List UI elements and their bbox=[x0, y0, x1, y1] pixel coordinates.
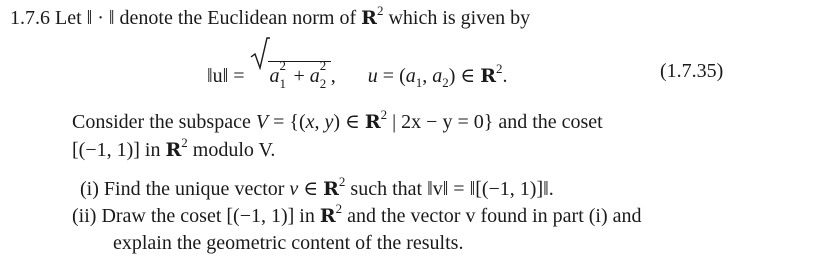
subspace-definition-line: Consider the subspace V = {(x, y) ∈ $R^2$ | 2x − y = 0} and the coset bbox=[72, 107, 603, 133]
part-ii-line-2: explain the geometric content of the results. bbox=[113, 232, 464, 254]
coset-line: [(−1, 1)] in $R^2$ modulo V. bbox=[72, 135, 276, 161]
real-plane-symbol: $R^2$ bbox=[361, 3, 384, 29]
radical-sign-icon bbox=[250, 36, 270, 70]
problem-intro-end: which is given by bbox=[388, 7, 531, 29]
part-ii-rest: and the vector v found in part (i) and bbox=[347, 205, 642, 227]
part-i-label: (i) bbox=[80, 178, 99, 200]
part-i: (i) Find the unique vector v ∈ $R^2$ such that ‖v‖ = ‖[(−1, 1)]‖. bbox=[80, 174, 554, 200]
equation-tag: (1.7.35) bbox=[660, 60, 724, 82]
norm-symbol: ‖ · ‖ bbox=[86, 7, 115, 29]
part-i-text: Find the unique vector bbox=[103, 178, 285, 200]
consider-text: Consider the subspace bbox=[72, 111, 251, 133]
coset-text: [(−1, 1)] in bbox=[72, 139, 161, 161]
sqrt-expression: a 2 1 + a 2 2 , bbox=[250, 61, 336, 86]
part-ii-text: Draw the coset [(−1, 1)] in bbox=[101, 205, 315, 227]
part-i-rest: such that ‖v‖ = ‖[(−1, 1)]‖. bbox=[350, 178, 554, 200]
norm-lhs: ‖u‖ = bbox=[207, 65, 245, 87]
u-definition: $u = (a_1$, $a_2$) ∈ $R^2$. bbox=[367, 61, 508, 90]
problem-intro-rest: denote the Euclidean norm of bbox=[119, 7, 357, 29]
problem-intro: Let bbox=[55, 7, 82, 29]
part-ii: (ii) Draw the coset [(−1, 1)] in $R^2$ and the vector v found in part (i) and bbox=[72, 201, 642, 227]
problem-statement-line-1 bbox=[10, 3, 531, 29]
radicand: a 2 1 + a 2 2 bbox=[268, 61, 331, 86]
norm-equation bbox=[207, 58, 508, 91]
problem-number: 1.7.6 bbox=[10, 7, 50, 29]
modulo-text: modulo V. bbox=[192, 139, 276, 161]
part-ii-label: (ii) bbox=[72, 205, 97, 227]
subspace-condition: | 2x − y = 0} and the coset bbox=[392, 111, 603, 133]
